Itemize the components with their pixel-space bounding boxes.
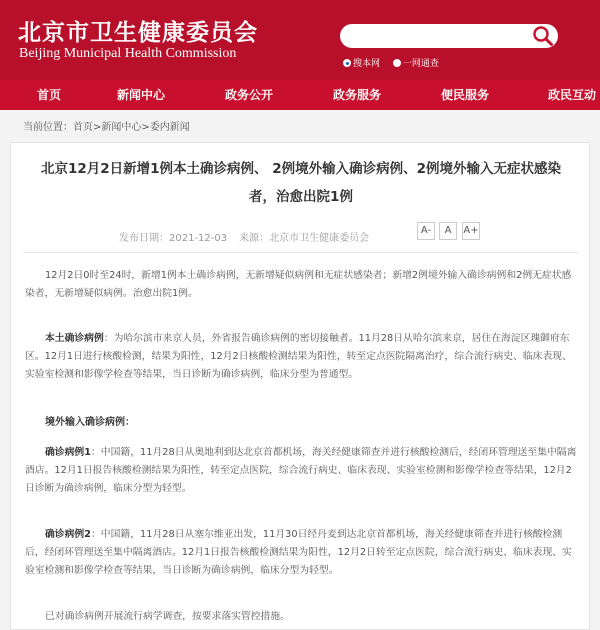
source-label: 来源： [239,233,270,244]
site-logo-english[interactable]: Beijing Municipal Health Commission [19,46,237,61]
search-site-radio[interactable] [343,59,351,67]
publish-date: 2021-12-03 [169,233,228,244]
case2-text: ：中国籍，11月28日从塞尔维亚出发，11月30日经丹麦到达北京首都机场，海关经健康筛查并进行核酸检测后，经闭环管理送至集中隔离酒店。12月1日报告核酸检测结果为阳性，12月2日转至定点医院，综合流行病史、临床表现、实验室检测和影像学检查等结果，当日诊断为确诊病例，临床分型为轻型。 [25,529,572,576]
case1-text: ：中国籍，11月28日从奥地利到达北京首都机场，海关经健康筛查并进行核酸检测后，经闭环管理送至集中隔离酒店。12月1日报告核酸检测结果为阳性，转至定点医院，综合流行病史、临床表现、实验室检测和影像学检查等结果，12月2日诊断为确诊病例，临床分型为轻型。 [25,447,577,494]
local-case-paragraph [25,330,578,384]
search-scope-options [343,56,449,69]
article-meta [119,229,369,244]
site-header [0,0,600,80]
case1-label: 确诊病例1 [45,447,92,458]
breadcrumb [23,118,190,133]
breadcrumb-path[interactable]: 首页>新闻中心>委内新闻 [73,122,190,133]
local-case-label: 本土确诊病例 [45,333,104,344]
case2-paragraph [25,526,578,580]
search-all-radio[interactable] [393,59,401,67]
case1-paragraph [25,444,578,498]
search-site-label: 搜本网 [353,59,381,69]
search-input[interactable] [340,24,558,48]
nav-item-public-services[interactable]: 便民服务 [441,88,490,102]
imported-cases-heading: 境外输入确诊病例： [45,417,135,428]
font-increase-button[interactable]: A+ [462,222,480,240]
article-source: 北京市卫生健康委员会 [269,233,370,244]
font-decrease-button[interactable]: A- [417,222,435,240]
article-title: 北京12月2日新增1例本土确诊病例、 2例境外输入确诊病例、2例境外输入无症状感染者，治愈出院1例 [40,161,562,205]
date-label: 发布日期： [119,233,169,244]
search-button[interactable] [528,22,558,50]
local-case-text: ：为哈尔滨市来京人员，外省报告确诊病例的密切接触者。11月28日从哈尔滨来京，居住在海淀区瑰御府东区。12月1日进行核酸检测，结果为阳性，12月2日核酸检测结果为阳性，转至定点医院隔离治疗，综合流行病史、临床表现、实验室检测和影像学检查等结果，当日诊断为确诊病例，临床分型为普通型。 [25,333,572,380]
closing-paragraph: 已对确诊病例开展流行病学调查，按要求落实管控措施。 [45,611,290,622]
case2-label: 确诊病例2 [45,529,92,540]
nav-item-home[interactable]: 首页 [37,88,62,102]
nav-item-news[interactable]: 新闻中心 [117,88,166,102]
breadcrumb-label: 当前位置： [23,122,73,133]
main-nav [0,80,600,110]
article-card [10,142,590,630]
article-intro: 12月2日0时至24时，新增1例本土确诊病例，无新增疑似病例和无症状感染者；新增2例境外输入确诊病例和2例无症状感染者，无新增疑似病例。治愈出院1例。 [25,270,572,299]
meta-divider [23,252,579,253]
nav-item-interaction[interactable]: 政民互动 [548,88,597,102]
nav-item-gov-services[interactable]: 政务服务 [333,88,382,102]
nav-item-gov-affairs[interactable]: 政务公开 [225,88,274,102]
font-default-button[interactable]: A [439,222,457,240]
search-all-label: 一网通查 [402,59,439,69]
site-logo-chinese[interactable]: 北京市卫生健康委员会 [18,20,258,46]
search-icon [532,25,554,47]
